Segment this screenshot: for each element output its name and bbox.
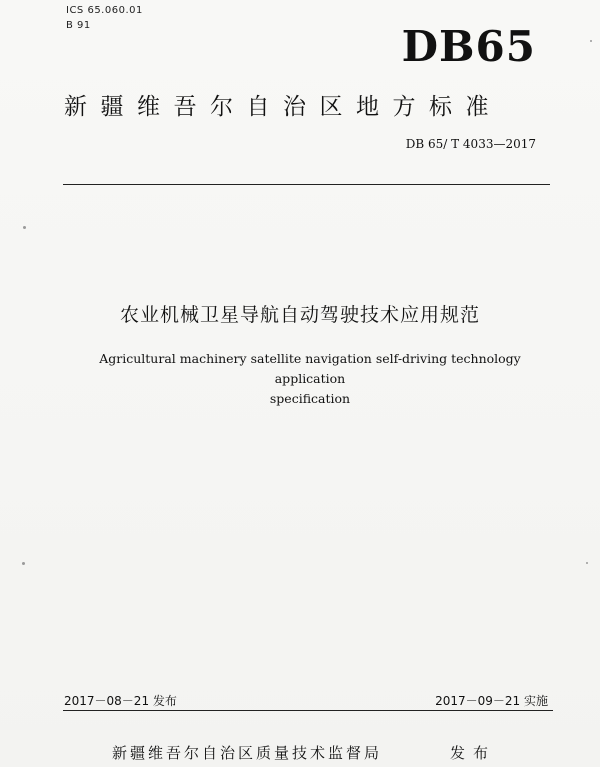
- standard-number: DB 65/ T 4033—2017: [405, 137, 536, 151]
- scan-speck: [590, 40, 592, 42]
- ics-code: ICS 65.060.01: [66, 5, 143, 16]
- top-divider: [63, 184, 550, 185]
- scan-speck: [22, 562, 25, 565]
- title-english-line-1: Agricultural machinery satellite navigation self-driving technology application: [99, 351, 521, 386]
- bottom-divider: [63, 710, 553, 711]
- implementation-date: 2017－09－21 实施: [435, 694, 548, 708]
- scan-speck: [23, 226, 26, 229]
- db-logo: DB65: [401, 22, 536, 71]
- publish-label: 发布: [450, 744, 497, 762]
- publisher-name: 新疆维吾尔自治区质量技术监督局: [112, 744, 383, 762]
- scan-speck: [586, 562, 588, 564]
- title-english-line-2: specification: [269, 391, 351, 406]
- title-english: [70, 349, 550, 409]
- standard-type-heading: 新疆维吾尔自治区地方标准: [64, 94, 502, 120]
- ccs-code: B 91: [66, 20, 91, 31]
- title-chinese: 农业机械卫星导航自动驾驶技术应用规范: [119, 304, 480, 326]
- issue-date: 2017－08－21 发布: [64, 694, 177, 708]
